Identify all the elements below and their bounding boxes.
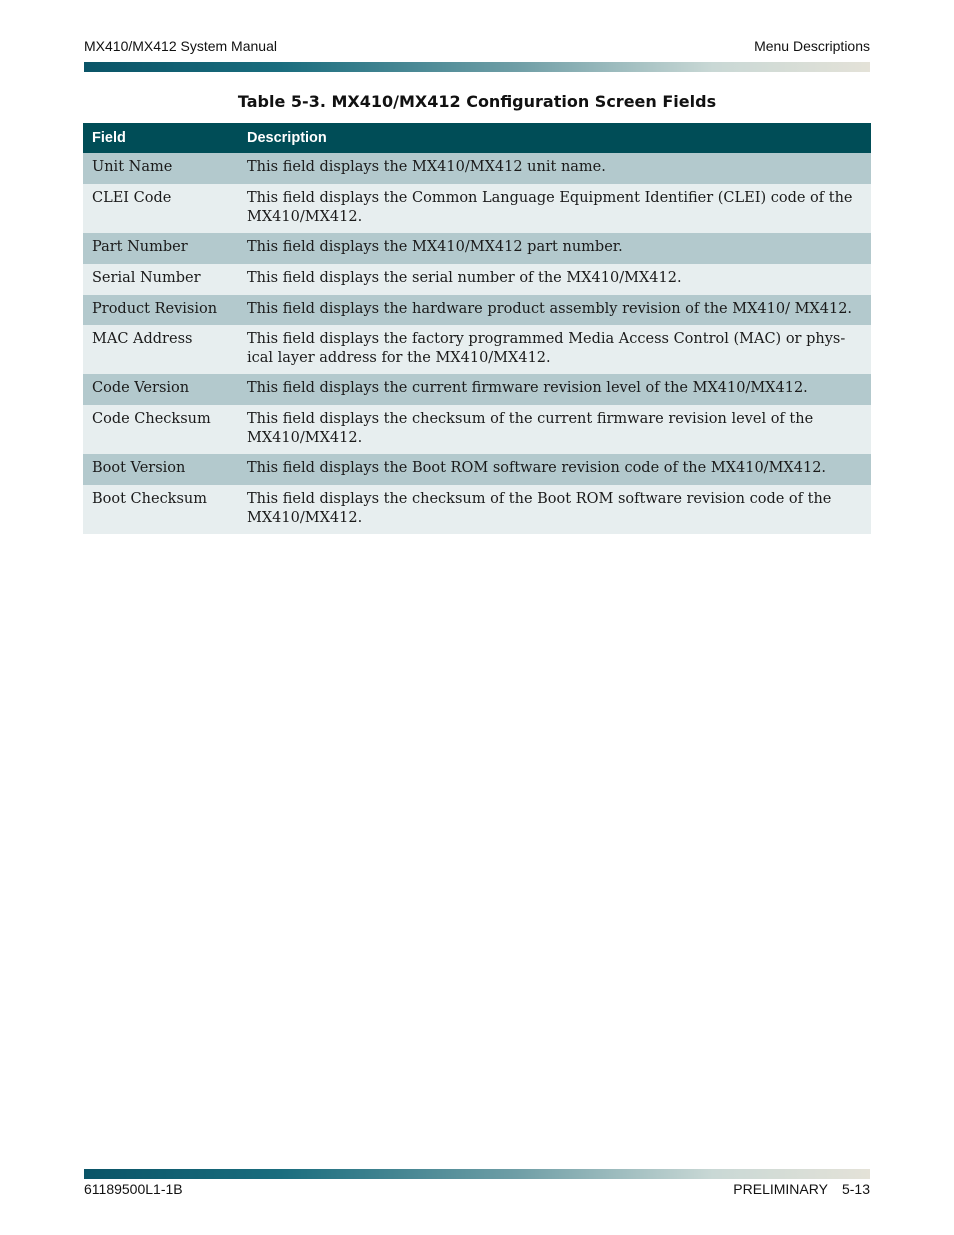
table-row xyxy=(83,485,871,534)
field-description: This field displays the serial number of the MX410/MX412. xyxy=(238,264,871,295)
header-rule xyxy=(84,62,870,72)
field-name: Serial Number xyxy=(83,264,238,295)
field-name: Code Checksum xyxy=(83,405,238,454)
footer-page-info xyxy=(733,1181,870,1197)
column-header-field: Field xyxy=(83,123,238,153)
field-description: This field displays the hardware product assembly revision of the MX410/ MX412. xyxy=(238,295,871,325)
field-description: This field displays the checksum of the Boot ROM software revision code of the MX410/MX412. xyxy=(238,485,871,534)
document-number: 61189500L1-1B xyxy=(84,1181,183,1197)
field-name: Part Number xyxy=(83,233,238,264)
table-row xyxy=(83,295,871,325)
table-row xyxy=(83,325,871,374)
table-caption: Table 5-3. MX410/MX412 Configuration Screen Fields xyxy=(237,92,717,111)
field-name: Boot Checksum xyxy=(83,485,238,534)
table-row xyxy=(83,405,871,454)
field-name: Unit Name xyxy=(83,153,238,184)
footer-rule xyxy=(84,1169,870,1179)
column-header-description: Description xyxy=(238,123,871,153)
field-name: MAC Address xyxy=(83,325,238,374)
table-row xyxy=(83,153,871,184)
table-row xyxy=(83,374,871,405)
configuration-fields-table xyxy=(83,123,871,534)
field-name: Boot Version xyxy=(83,454,238,485)
field-description: This field displays the Common Language Equipment Identifier (CLEI) code of the MX410/MX412. xyxy=(238,184,871,233)
page-number: 5-13 xyxy=(841,1181,870,1197)
table-row xyxy=(83,233,871,264)
preliminary-label: PRELIMINARY xyxy=(733,1181,828,1197)
field-name: CLEI Code xyxy=(83,184,238,233)
field-description: This field displays the checksum of the current firmware revision level of the MX410/MX412. xyxy=(238,405,871,454)
field-description: This field displays the factory programmed Media Access Control (MAC) or phys-ical layer address for the MX410/MX412. xyxy=(238,325,871,374)
table-row xyxy=(83,264,871,295)
field-description: This field displays the current firmware revision level of the MX410/MX412. xyxy=(238,374,871,405)
field-name: Code Version xyxy=(83,374,238,405)
field-name: Product Revision xyxy=(83,295,238,325)
running-header-title: MX410/MX412 System Manual xyxy=(84,38,277,54)
running-header-section: Menu Descriptions xyxy=(754,38,870,54)
table-header-row xyxy=(83,123,871,153)
field-description: This field displays the MX410/MX412 part number. xyxy=(238,233,871,264)
table-row xyxy=(83,454,871,485)
field-description: This field displays the MX410/MX412 unit name. xyxy=(238,153,871,184)
table-row xyxy=(83,184,871,233)
field-description: This field displays the Boot ROM software revision code of the MX410/MX412. xyxy=(238,454,871,485)
